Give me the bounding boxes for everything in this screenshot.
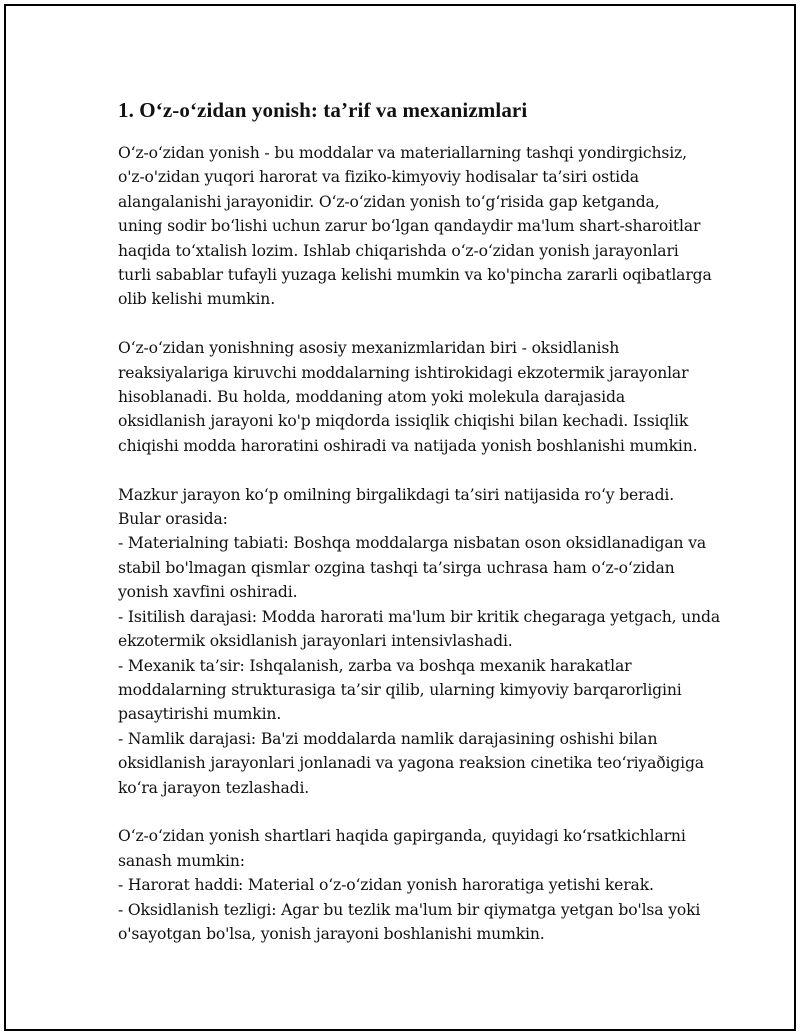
text-line: O‘z-o‘zidan yonish shartlari haqida gapirganda, quyidagi ko‘rsatkichlarni xyxy=(118,827,686,846)
text-line: sanash mumkin: xyxy=(118,851,245,870)
text-line: hisoblanadi. Bu holda, moddaning atom yoki molekula darajasida xyxy=(118,388,625,407)
text-line: Mazkur jarayon ko‘p omilning birgalikdagi ta’siri natijasida ro‘y beradi. xyxy=(118,485,675,504)
paragraph-conditions xyxy=(118,824,708,946)
text-line: stabil bo'lmagan qismlar ozgina tashqi ta’sirga uchrasa ham o‘z-o‘zidan xyxy=(118,558,675,577)
paragraph-factors xyxy=(118,483,720,800)
paragraph-mechanism xyxy=(118,336,708,458)
text-line: o'sayotgan bo'lsa, yonish jarayoni boshlanishi mumkin. xyxy=(118,924,545,943)
text-line: olib kelishi mumkin. xyxy=(118,290,275,309)
text-line: chiqishi modda haroratini oshiradi va natijada yonish boshlanishi mumkin. xyxy=(118,436,698,455)
text-line: turli sabablar tufayli yuzaga kelishi mumkin va ko'pincha zararli oqibatlarga xyxy=(118,266,712,285)
list-item: - Isitilish darajasi: Modda harorati ma'lum bir kritik chegaraga yetgach, unda xyxy=(118,607,720,626)
text-line: oksidlanish jarayoni ko'p miqdorda issiqlik chiqishi bilan kechadi. Issiqlik xyxy=(118,412,689,431)
text-line: reaksiyalariga kiruvchi moddalarning ishtirokidagi ekzotermik jarayonlar xyxy=(118,363,689,382)
paragraph-definition xyxy=(118,141,712,312)
document-page xyxy=(4,4,796,1031)
text-line: haqida to‘xtalish lozim. Ishlab chiqarishda o‘z-o‘zidan yonish jarayonlari xyxy=(118,241,679,260)
text-line: uning sodir bo‘lishi uchun zarur bo‘lgan qandaydir ma'lum shart-sharoitlar xyxy=(118,217,701,236)
text-line: yonish xavfini oshiradi. xyxy=(118,583,298,602)
text-line: o'z-o'zidan yuqori harorat va fiziko-kimyoviy hodisalar ta’siri ostida xyxy=(118,168,639,187)
list-item: - Mexanik ta’sir: Ishqalanish, zarba va boshqa mexanik harakatlar xyxy=(118,656,632,675)
text-line: alangalanishi jarayonidir. O‘z-o‘zidan yonish to‘g‘risida gap ketganda, xyxy=(118,192,660,211)
text-line: O‘z-o‘zidan yonishning asosiy mexanizmlaridan biri - oksidlanish xyxy=(118,339,620,358)
list-item: - Oksidlanish tezligi: Agar bu tezlik ma'lum bir qiymatga yetgan bo'lsa yoki xyxy=(118,900,701,919)
list-item: - Harorat haddi: Material o‘z-o‘zidan yonish haroratiga yetishi kerak. xyxy=(118,876,654,895)
text-line: Bular orasida: xyxy=(118,510,228,529)
text-line: ko‘ra jarayon tezlashadi. xyxy=(118,778,310,797)
text-line: pasaytirishi mumkin. xyxy=(118,705,282,724)
text-line: oksidlanish jarayonlari jonlanadi va yagona reaksion cinetika teo‘riyaðigiga xyxy=(118,754,704,773)
document-content xyxy=(118,94,720,971)
section-heading: 1. O‘z-o‘zidan yonish: ta’rif va mexanizmlari xyxy=(118,98,528,122)
text-line: ekzotermik oksidlanish jarayonlari intensivlashadi. xyxy=(118,632,513,651)
text-line: O‘z-o‘zidan yonish - bu moddalar va materiallarning tashqi yondirgichsiz, xyxy=(118,144,687,162)
text-line: moddalarning strukturasiga ta’sir qilib, ularning kimyoviy barqarorligini xyxy=(118,680,682,699)
list-item: - Namlik darajasi: Ba'zi moddalarda namlik darajasining oshishi bilan xyxy=(118,729,658,748)
list-item: - Materialning tabiati: Boshqa moddalarga nisbatan oson oksidlanadigan va xyxy=(118,534,707,553)
